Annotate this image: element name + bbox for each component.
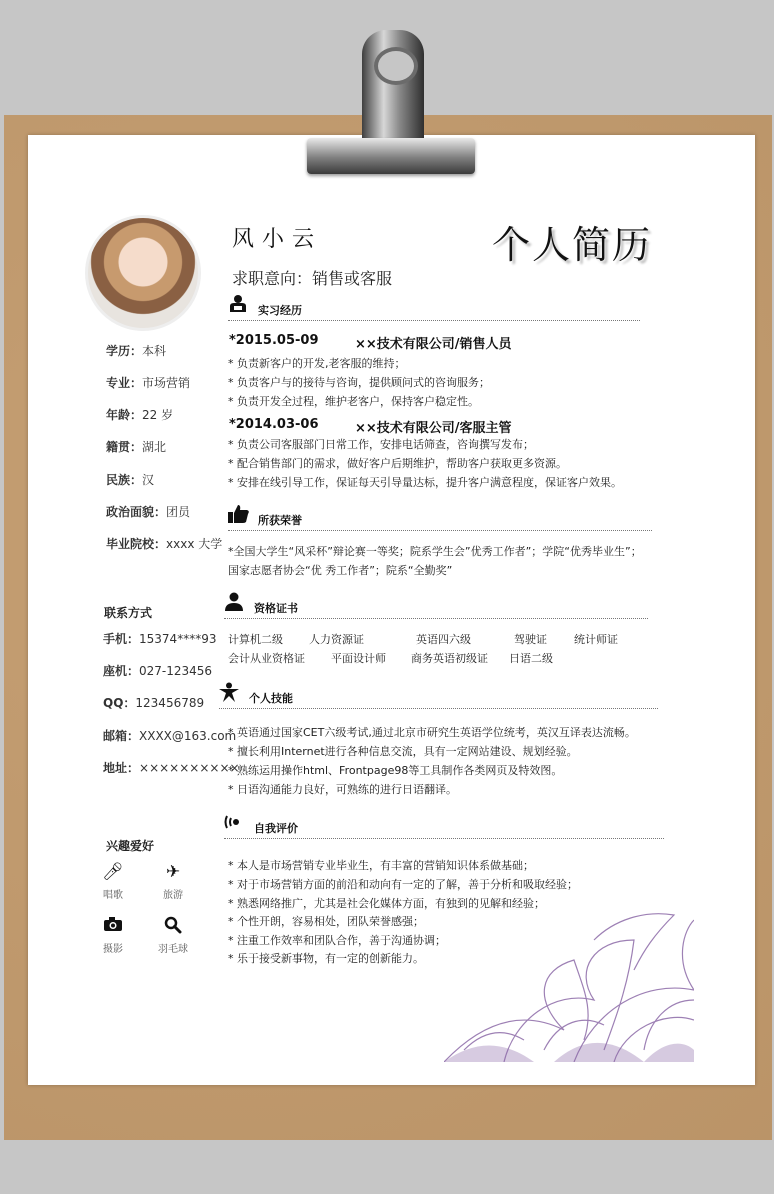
clip-hole — [374, 47, 418, 85]
section-honors: 所获荣誉 — [228, 510, 652, 531]
hobby-item: 🎤︎ 唱歌 — [93, 862, 133, 901]
hobby-item: 羽毛球 — [153, 916, 193, 955]
job-duty: * 负责开发全过程，维护老客户，保持客户稳定性。 — [228, 395, 479, 408]
search-icon — [153, 916, 193, 938]
section-certificates: 资格证书 — [224, 598, 648, 619]
cert-item: 日语二级 — [509, 652, 553, 665]
flower-decoration — [444, 900, 694, 1062]
job-duty: * 安排在线引导工作，保证每天引导量达标，提升客户满意程度，保证客户效果。 — [228, 476, 622, 489]
honor-line: 国家志愿者协会“优 秀工作者”；院系“全勤奖” — [228, 564, 453, 577]
job-duty: * 负责新客户的开发,老客服的维持； — [228, 357, 406, 370]
profile-row: 民族：汉 — [106, 473, 155, 487]
page-title: 个人简历 — [492, 223, 653, 267]
evaluation-line: * 本人是市场营销专业毕业生，有丰富的营销知识体系做基础； — [228, 859, 534, 872]
profile-row: 专业：市场营销 — [106, 376, 191, 390]
cert-item: 会计从业资格证 — [228, 652, 305, 665]
airplane-icon: ✈ — [165, 862, 181, 882]
cert-item: 英语四六级 — [416, 633, 471, 646]
skill-line: * 擅长利用Internet进行各种信息交流，具有一定网站建设、规划经验。 — [228, 745, 578, 758]
speaker-icon — [224, 812, 244, 837]
section-self-evaluation: 自我评价 — [224, 818, 664, 839]
evaluation-line: * 乐于接受新事物，有一定的创新能力。 — [228, 952, 424, 965]
camera-icon — [93, 916, 133, 938]
profile-row: 籍贯：湖北 — [106, 440, 167, 454]
job-entry: *2015.05-09 ××技术有限公司/销售人员 — [229, 333, 512, 352]
cert-item: 计算机二级 — [228, 633, 283, 646]
person-icon — [224, 592, 244, 617]
contact-row: QQ：123456789 — [103, 696, 205, 710]
hobby-item: ✈ 旅游 — [153, 862, 193, 901]
skill-line: * 英语通过国家CET六级考试,通过北京市研究生英语学位统考，英汉互译表达流畅。 — [228, 726, 636, 739]
microphone-icon: 🎤︎ — [102, 862, 124, 882]
contact-title: 联系方式 — [104, 606, 153, 620]
evaluation-line: * 注重工作效率和团队合作，善于沟通协调； — [228, 934, 446, 947]
job-duty: * 负责公司客服部门日常工作，安排电话筛查，咨询撰写发布； — [228, 438, 534, 451]
honor-line: *全国大学生“风采杯”辩论赛一等奖；院系学生会”优秀工作者”；学院“优秀毕业生”； — [228, 545, 642, 558]
person-desk-icon — [228, 294, 248, 319]
job-entry: *2014.03-06 ××技术有限公司/客服主管 — [229, 417, 512, 436]
contact-row: 地址：×××××××××× — [103, 761, 240, 775]
hobbies-title: 兴趣爱好 — [106, 839, 155, 853]
star-person-icon — [219, 682, 239, 707]
section-skills: 个人技能 — [219, 688, 658, 709]
cert-item: 人力资源证 — [309, 633, 364, 646]
cert-item: 商务英语初级证 — [411, 652, 488, 665]
contact-row: 手机：15374****93 — [103, 632, 217, 646]
evaluation-line: * 对于市场营销方面的前沿和动向有一定的了解，善于分析和吸取经验； — [228, 878, 578, 891]
contact-row: 座机：027-123456 — [103, 664, 213, 678]
profile-row: 政治面貌：团员 — [106, 505, 191, 519]
binder-clip — [307, 138, 475, 174]
profile-row: 年龄：22 岁 — [106, 408, 174, 422]
evaluation-line: * 个性开朗，容易相处，团队荣誉感强； — [228, 915, 424, 928]
skill-line: * 熟练运用操作html、Frontpage98等工具制作各类网页及特效图。 — [228, 764, 563, 777]
cert-item: 驾驶证 — [514, 633, 547, 646]
cert-item: 统计师证 — [574, 633, 618, 646]
thumbs-up-icon — [228, 504, 250, 529]
job-duty: * 负责客户与的接待与咨询，提供顾问式的咨询服务； — [228, 376, 490, 389]
profile-row: 学历：本科 — [106, 344, 167, 358]
skill-line: * 日语沟通能力良好，可熟练的进行日语翻译。 — [228, 783, 457, 796]
avatar — [85, 215, 201, 331]
evaluation-line: * 熟悉网络推广，尤其是社会化媒体方面，有独到的见解和经验； — [228, 897, 545, 910]
contact-row: 邮箱：XXXX@163.com — [103, 729, 237, 743]
cert-item: 平面设计师 — [331, 652, 386, 665]
hobby-item: 摄影 — [93, 916, 133, 955]
job-duty: * 配合销售部门的需求，做好客户后期维护，帮助客户获取更多资源。 — [228, 457, 567, 470]
candidate-name: 风小云 — [232, 227, 323, 252]
profile-row: 毕业院校：xxxx 大学 — [106, 537, 223, 551]
section-internship: 实习经历 — [228, 300, 640, 321]
job-intent: 求职意向：销售或客服 — [232, 269, 393, 288]
